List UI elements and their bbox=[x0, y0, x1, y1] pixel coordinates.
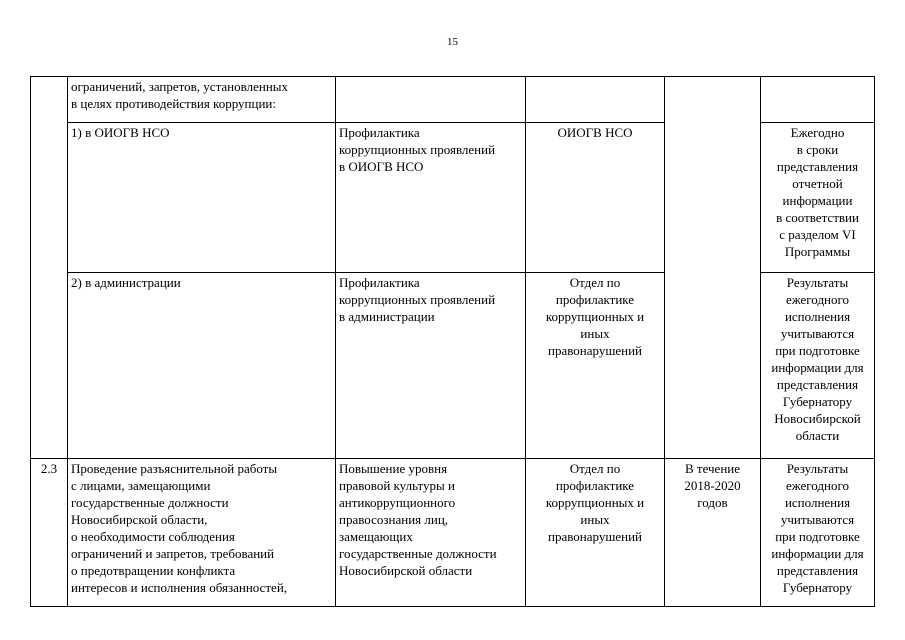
table-row bbox=[31, 459, 875, 607]
note-cell: Ежегодно в сроки представления отчетной информации в соответствии с разделом VI Программы bbox=[761, 123, 875, 273]
measure-cell: 2) в администрации bbox=[68, 273, 336, 459]
executor-cell: ОИОГВ НСО bbox=[526, 123, 665, 273]
result-cell: Профилактика коррупционных проявлений в администрации bbox=[336, 273, 526, 459]
page-number: 15 bbox=[447, 36, 458, 48]
note-cell: Результаты ежегодного исполнения учитываются при подготовке информации для представления Губернатору bbox=[761, 459, 875, 607]
row-number-cell bbox=[31, 77, 68, 459]
measure-cell: Проведение разъяснительной работы с лицами, замещающими государственные должности Новосибирской области, о необходимости соблюдения ограничений и запретов, требований о предотвращении конфликта интересов и исполнения обязанностей, bbox=[68, 459, 336, 607]
note-cell bbox=[761, 77, 875, 123]
result-cell: Повышение уровня правовой культуры и антикоррупционного правосознания лиц, замещающих государственные должности Новосибирской области bbox=[336, 459, 526, 607]
measure-cell: 1) в ОИОГВ НСО bbox=[68, 123, 336, 273]
note-cell: Результаты ежегодного исполнения учитываются при подготовке информации для представления Губернатору Новосибирской области bbox=[761, 273, 875, 459]
result-cell: Профилактика коррупционных проявлений в ОИОГВ НСО bbox=[336, 123, 526, 273]
result-cell bbox=[336, 77, 526, 123]
measures-table bbox=[30, 76, 875, 607]
executor-cell: Отдел по профилактике коррупционных и иных правонарушений bbox=[526, 459, 665, 607]
executor-cell: Отдел по профилактике коррупционных и иных правонарушений bbox=[526, 273, 665, 459]
term-cell bbox=[665, 77, 761, 459]
executor-cell bbox=[526, 77, 665, 123]
measure-cell: ограничений, запретов, установленных в целях противодействия коррупции: bbox=[68, 77, 336, 123]
table-row bbox=[31, 77, 875, 123]
row-number-cell: 2.3 bbox=[31, 459, 68, 607]
term-cell: В течение 2018-2020 годов bbox=[665, 459, 761, 607]
